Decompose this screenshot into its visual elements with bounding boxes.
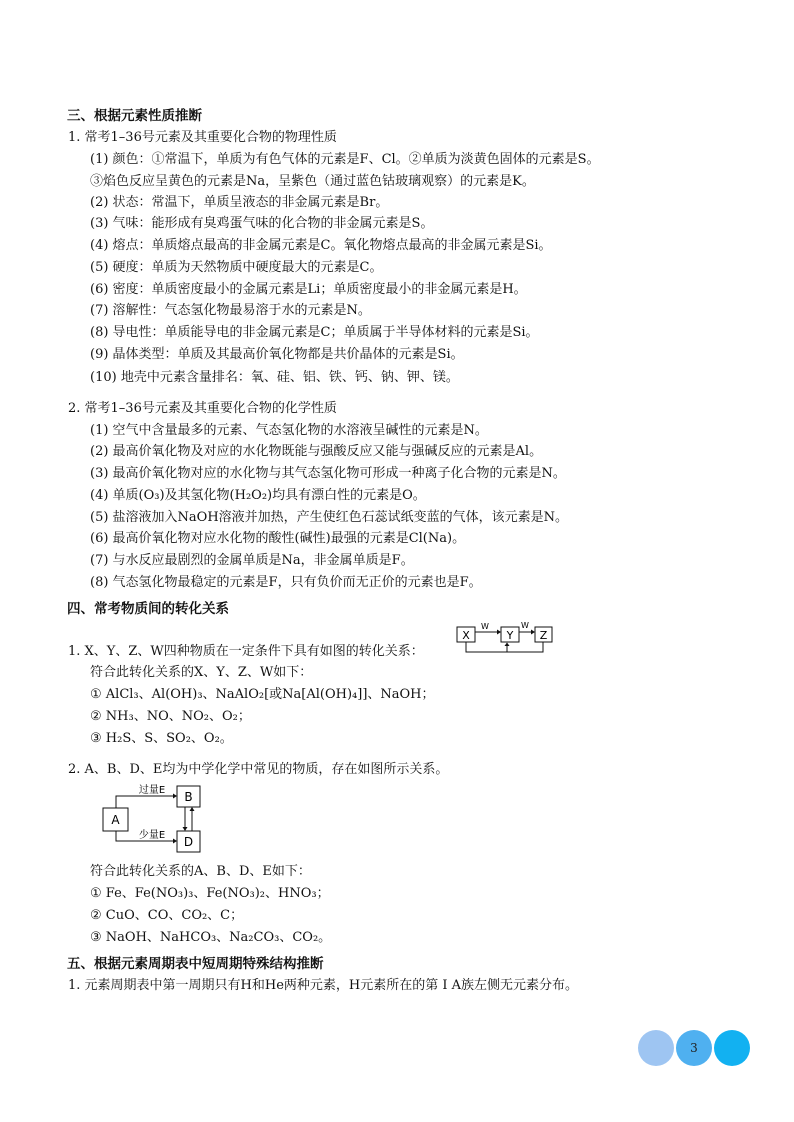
section-3-heading: 三、根据元素性质推断 xyxy=(67,108,202,124)
x-label: X xyxy=(462,629,470,642)
decor-circle xyxy=(638,1030,674,1066)
z-label: Z xyxy=(539,629,548,642)
item-3-1-line: (2) 状态：常温下，单质呈液态的非金属元素是Br。 xyxy=(90,195,389,210)
item-4-1-line: ③ H₂S、S、SO₂、O₂。 xyxy=(90,731,233,746)
item-3-1-line: ③焰色反应呈黄色的元素是Na，呈紫色（通过蓝色钴玻璃观察）的元素是K。 xyxy=(90,174,535,189)
item-3-1-title: 1. 常考1–36号元素及其重要化合物的物理性质 xyxy=(68,130,337,145)
item-3-1-line: (3) 气味：能形成有臭鸡蛋气味的化合物的非金属元素是S。 xyxy=(90,216,434,231)
item-5-1-title: 1. 元素周期表中第一周期只有H和He两种元素，H元素所在的第 Ⅰ A族左侧无元素分布。 xyxy=(68,978,579,993)
w-label-1: W xyxy=(481,622,489,631)
item-3-2-line: (1) 空气中含量最多的元素、气态氢化物的水溶液呈碱性的元素是N。 xyxy=(90,423,488,438)
item-4-2-line: 符合此转化关系的A、B、D、E如下： xyxy=(90,864,311,879)
item-3-2-line: (3) 最高价氧化物对应的水化物与其气态氢化物可形成一种离子化合物的元素是N。 xyxy=(90,466,566,481)
d-to-b-arrowhead xyxy=(190,807,195,811)
item-3-2-line: (8) 气态氢化物最稳定的元素是F，只有负价而无正价的元素也是F。 xyxy=(90,575,482,590)
decor-circle xyxy=(714,1030,750,1066)
little-e-label: 少量E xyxy=(138,830,166,841)
item-4-1-title: 1. X、Y、Z、W四种物质在一定条件下具有如图的转化关系： xyxy=(68,644,424,659)
item-3-1-line: (9) 晶体类型：单质及其最高价氧化物都是共价晶体的元素是Si。 xyxy=(90,347,464,362)
item-3-2-line: (4) 单质(O₃)及其氢化物(H₂O₂)均具有漂白性的元素是O。 xyxy=(90,488,426,503)
item-4-1-line: ① AlCl₃、Al(OH)₃、NaAlO₂[或Na[Al(OH)₄]]、NaOH； xyxy=(90,687,435,702)
item-4-2-line: ③ NaOH、NaHCO₃、Na₂CO₃、CO₂。 xyxy=(90,930,332,945)
item-3-2-line: (7) 与水反应最剧烈的金属单质是Na，非金属单质是F。 xyxy=(90,553,414,568)
a-to-b-path xyxy=(116,796,173,808)
item-3-1-line: (8) 导电性：单质能导电的非金属元素是C；单质属于半导体材料的元素是Si。 xyxy=(90,325,539,340)
y-to-z-arrowhead xyxy=(531,630,535,635)
item-3-1-line: (7) 溶解性：气态氢化物最易溶于水的元素是N。 xyxy=(90,303,371,318)
section-4-heading: 四、常考物质间的转化关系 xyxy=(67,601,229,617)
page-number-badge xyxy=(638,1030,750,1066)
item-4-1-line: ② NH₃、NO、NO₂、O₂； xyxy=(90,709,251,724)
page-number: 3 xyxy=(690,1041,698,1055)
d-label: D xyxy=(183,835,194,849)
item-3-1-line: (4) 熔点：单质熔点最高的非金属元素是C。氧化物熔点最高的非金属元素是Si。 xyxy=(90,238,552,253)
b-label: B xyxy=(184,790,193,804)
item-3-2-line: (2) 最高价氧化物及对应的水化物既能与强酸反应又能与强碱反应的元素是Al。 xyxy=(90,444,543,459)
to-y-arrowhead xyxy=(505,643,510,647)
y-label: Y xyxy=(506,629,514,642)
item-3-2-title: 2. 常考1–36号元素及其重要化合物的化学性质 xyxy=(68,401,337,416)
item-3-1-line: (5) 硬度：单质为天然物质中硬度最大的元素是C。 xyxy=(90,260,383,275)
abde-conversion-diagram xyxy=(100,783,205,855)
item-4-2-title: 2. A、B、D、E均为中学化学中常见的物质，存在如图所示关系。 xyxy=(68,762,449,777)
item-3-2-line: (6) 最高价氧化物对应水化物的酸性(碱性)最强的元素是Cl(Na)。 xyxy=(90,531,466,546)
item-3-1-line: (10) 地壳中元素含量排名：氧、硅、铝、铁、钙、钠、钾、镁。 xyxy=(90,370,459,385)
excess-e-label: 过量E xyxy=(138,785,166,796)
item-4-2-line: ① Fe、Fe(NO₃)₃、Fe(NO₃)₂、HNO₃； xyxy=(90,886,330,901)
a-label: A xyxy=(111,813,120,827)
w-label-2: W xyxy=(521,621,529,630)
a-to-d-arrowhead xyxy=(173,839,177,844)
b-to-d-arrowhead xyxy=(183,827,188,831)
item-4-1-line: 符合此转化关系的X、Y、Z、W如下： xyxy=(90,665,313,680)
x-to-z-path xyxy=(466,642,543,652)
item-4-2-line: ② CuO、CO、CO₂、C； xyxy=(90,908,244,923)
item-3-1-line: (6) 密度：单质密度最小的金属元素是Li；单质密度最小的非金属元素是H。 xyxy=(90,282,527,297)
xyzw-conversion-diagram xyxy=(455,620,555,660)
item-3-1-line: (1) 颜色：①常温下，单质为有色气体的元素是F、Cl。②单质为淡黄色固体的元素是S。 xyxy=(90,152,600,167)
x-to-y-arrowhead xyxy=(497,630,501,635)
section-5-heading: 五、根据元素周期表中短周期特殊结构推断 xyxy=(67,956,324,972)
a-to-b-arrowhead xyxy=(173,794,177,799)
item-3-2-line: (5) 盐溶液加入NaOH溶液并加热，产生使红色石蕊试纸变蓝的气体，该元素是N。 xyxy=(90,510,569,525)
